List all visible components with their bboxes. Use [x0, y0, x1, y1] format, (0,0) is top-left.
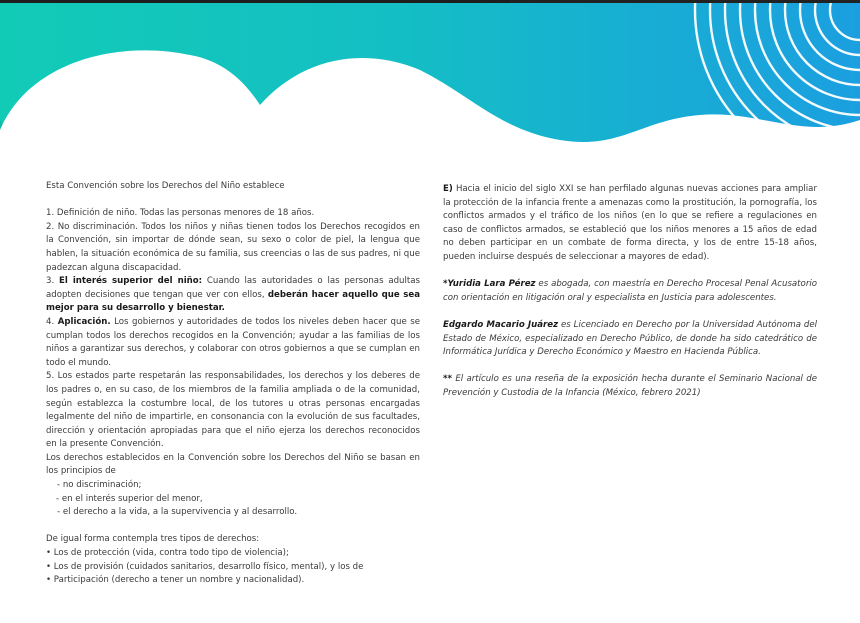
item-3	[46, 275, 420, 316]
type-3: • Participación (derecho a tener un nombre y nacionalidad).	[46, 575, 305, 586]
principle-3: - el derecho a la vida, a la supervivencia y al desarrollo.	[57, 507, 298, 518]
footnote-text: El artículo es una reseña de la exposición hecha durante el Seminario Nacional de Prevención y Custodia de la Infancia (México, febrero 2021)	[443, 374, 817, 398]
author-1-bio	[443, 278, 817, 305]
author-2-text: es Licenciado en Derecho por la Universidad Autónoma del Estado de México, especializado en Derecho Público, de donde ha sido catedrático de Informática Jurídica y Derecho Económico y Maestro en Hacienda Pública.	[443, 319, 818, 358]
item-4-number: 4.	[46, 316, 58, 327]
item-e-label: E)	[443, 184, 453, 194]
principle-2: - en el interés superior del menor,	[56, 493, 203, 504]
item-3-heading: El interés superior del niño:	[58, 276, 203, 287]
item-5: 5. Los estados parte respetarán las responsabilidades, los derechos y los deberes de los padres o, en su caso, de los miembros de la familia ampliada o de la comunidad, según establezca la costumbre local, de los tutores u otras personas encargadas legalmente del niño de impartirle, en consonancia con la evolución de sus facultades, dirección y orientación apropiadas para que el niño ejerza los derechos reconocidos en la presente Convención.	[46, 371, 420, 450]
item-e	[443, 183, 817, 265]
item-3-emphasis: deberán hacer aquello que sea mejor para su desarrollo y bienestar.	[46, 289, 421, 314]
item-4	[46, 316, 420, 370]
author-1-name: *Yuridia Lara Pérez	[443, 279, 536, 290]
author-2-bio	[443, 319, 817, 360]
left-column	[46, 180, 420, 588]
author-1-text: es abogada, con maestría en Derecho Procesal Penal Acusatorio con orientación en litigación oral y especialista en Justicia para adolescentes.	[443, 279, 817, 303]
footnote-mark: **	[443, 374, 452, 385]
item-3-text: Cuando las autoridades o las personas adultas adopten decisiones que tengan que ver con ellos,	[46, 276, 420, 300]
footnote	[443, 373, 817, 400]
right-column	[443, 183, 817, 401]
author-2-name: Edgardo Macario Juárez	[443, 319, 559, 330]
principles-intro: Los derechos establecidos en la Convención sobre los Derechos del Niño se basan en los principios de	[46, 452, 420, 477]
item-3-number: 3.	[46, 276, 59, 287]
type-1: • Los de protección (vida, contra todo tipo de violencia);	[46, 548, 289, 559]
item-4-text: Los gobiernos y autoridades de todos los niveles deben hacer que se cumplan todos los derechos recogidos en la Convención; ayudar a las familias de los niños a garantizar sus derechos, y colaborar con otros gobiernos a que se cumplan en todo el mundo.	[46, 316, 421, 368]
item-4-heading: Aplicación.	[57, 316, 111, 327]
type-2: • Los de provisión (cuidados sanitarios, desarrollo físico, mental), y los de	[46, 561, 364, 572]
item-1: 1. Definición de niño. Todas las personas menores de 18 años.	[46, 208, 315, 219]
types-intro: De igual forma contempla tres tipos de derechos:	[46, 534, 260, 545]
intro-text: Esta Convención sobre los Derechos del Niño establece	[46, 181, 285, 191]
item-2: 2. No discriminación. Todos los niños y niñas tienen todos los Derechos recogidos en la Convención, sin importar de dónde sean, su sexo o color de piel, la lengua que hablen, la situación económica de su familia, sus creencias o las de sus padres, ni que padezcan alguna discapacidad.	[46, 221, 420, 273]
item-e-text: Hacia el inicio del siglo XXI se han perfilado algunas nuevas acciones para ampliar la protección de la infancia frente a amenazas como la prostitución, la pornografía, los conflictos armados y el tráfico de los niños (en lo que se refiere a regulaciones en caso de conflictos armados, se estableció que los niños menores a 15 años de edad no deben participar en un combate de forma directa, y los de entre 15-18 años, pueden incluirse después de seleccionar a mayores de edad).	[443, 184, 817, 262]
principle-1: - no discriminación;	[57, 480, 142, 491]
